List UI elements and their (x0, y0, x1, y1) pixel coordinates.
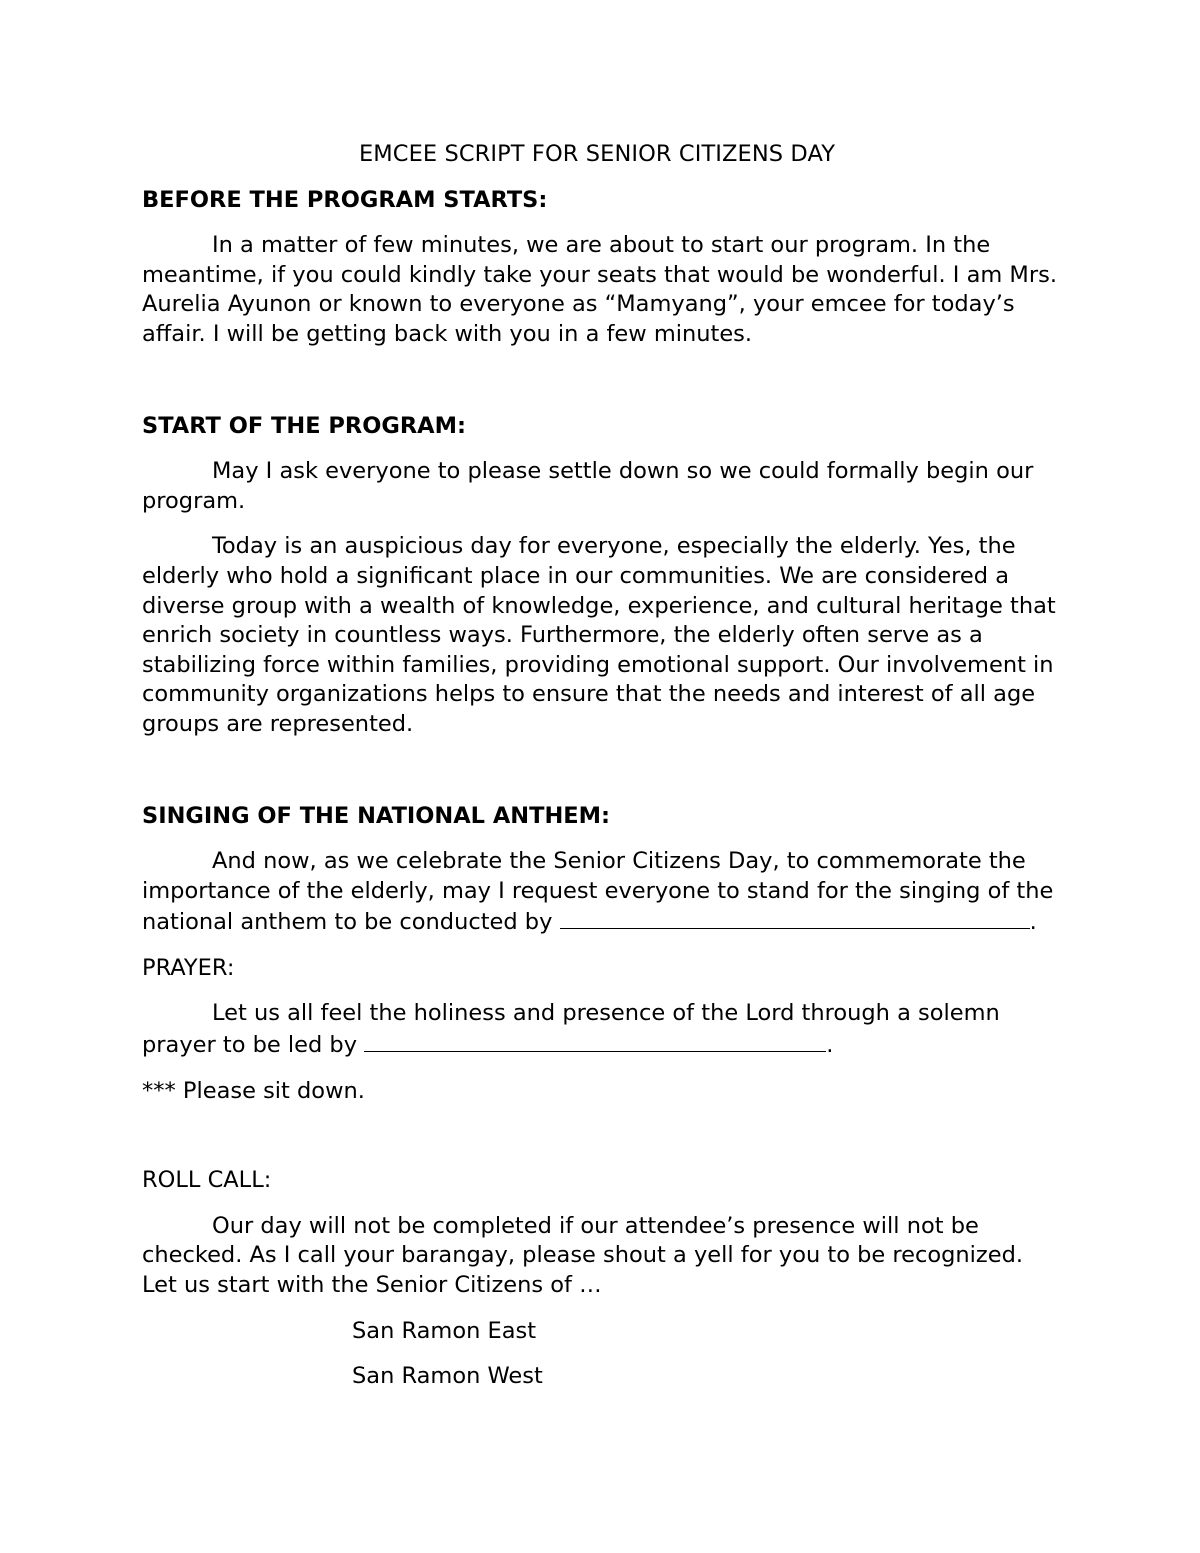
prayer-text: Let us all feel the holiness and presence of the Lord through a solemn prayer to be led by (142, 1000, 1000, 1059)
paragraph-national-anthem (142, 847, 1062, 938)
document-title: EMCEE SCRIPT FOR SENIOR CITIZENS DAY (358, 141, 836, 167)
prayer-end-mark: . (826, 1032, 834, 1059)
spacer (142, 756, 1062, 802)
spacer (142, 1122, 1062, 1166)
heading-prayer: PRAYER: (142, 954, 235, 981)
document-body (142, 140, 1062, 1408)
paragraph-prayer (142, 999, 1062, 1060)
barangay-item: San Ramon East (352, 1317, 537, 1344)
heading-roll-call: ROLL CALL: (142, 1167, 272, 1194)
prayer-leader-blank (364, 1029, 826, 1052)
paragraph-before-program: In a matter of few minutes, we are about to start our program. In the meantime, if you could kindly take your seats that would be wonderful. I am Mrs. Aurelia Ayunon or known to everyone as “Mamyang”, your emcee for today’s affair. I will be getting back with you in a few minutes. (142, 232, 1057, 347)
anthem-end-mark: . (1029, 909, 1037, 936)
anthem-text: And now, as we celebrate the Senior Citizens Day, to commemorate the importance of the elderly, may I request everyone to stand for the singing of the national anthem to be conducted by (142, 848, 1054, 936)
heading-before-program: BEFORE THE PROGRAM STARTS: (142, 186, 548, 213)
heading-start-program: START OF THE PROGRAM: (142, 412, 466, 439)
barangay-item: San Ramon West (352, 1363, 543, 1390)
paragraph-start-program-1: May I ask everyone to please settle down so we could formally begin our program. (142, 458, 1034, 514)
anthem-conductor-blank (560, 906, 1030, 929)
spacer (142, 366, 1062, 412)
prayer-note: *** Please sit down. (142, 1077, 365, 1104)
heading-national-anthem: SINGING OF THE NATIONAL ANTHEM: (142, 802, 611, 829)
paragraph-start-program-2: Today is an auspicious day for everyone, especially the elderly. Yes, the elderly who hold a significant place in our communities. We are considered a diverse group with a wealth of knowledge, experience, and cultural heritage that enrich society in countless ways. Furthermore, the elderly often serve as a stabilizing force within families, providing emotional support. Our involvement in community organizations helps to ensure that the needs and interest of all age groups are represented. (142, 533, 1056, 737)
paragraph-roll-call: Our day will not be completed if our attendee’s presence will not be checked. As I call your barangay, please shout a yell for you to be recognized. Let us start with the Senior Citizens of … (142, 1212, 1024, 1299)
